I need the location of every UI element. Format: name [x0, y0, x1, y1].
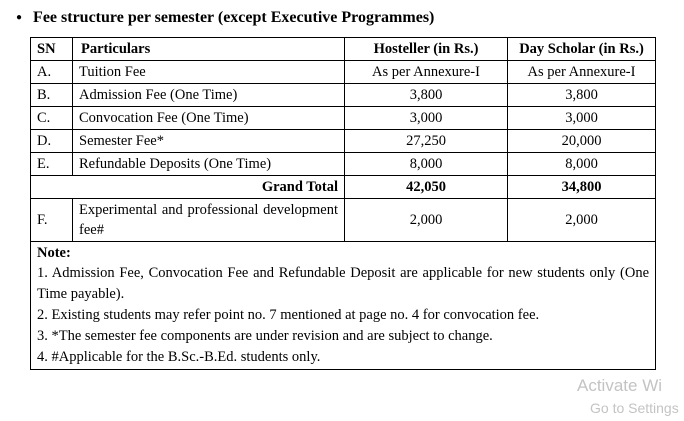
cell-hosteller: 2,000 [345, 199, 508, 242]
col-header-hosteller: Hosteller (in Rs.) [345, 38, 508, 61]
note-label: Note: [37, 245, 71, 261]
table-row [31, 84, 656, 107]
col-header-sn: SN [31, 38, 73, 61]
cell-sn: D. [31, 130, 73, 153]
go-to-settings-text: Go to Settings [590, 400, 679, 416]
cell-particulars: Experimental and professional development fee# [73, 199, 345, 242]
table-row-f [31, 199, 656, 242]
grand-total-row [31, 176, 656, 199]
activate-windows-text: Activate Wi [577, 376, 663, 395]
cell-particulars: Convocation Fee (One Time) [73, 107, 345, 130]
cell-particulars: Admission Fee (One Time) [73, 84, 345, 107]
windows-activation-watermark [577, 376, 684, 416]
col-header-day-scholar: Day Scholar (in Rs.) [508, 38, 656, 61]
grand-total-label: Grand Total [31, 176, 345, 199]
note-item: 2. Existing students may refer point no. 7 mentioned at page no. 4 for convocation fee. [37, 307, 540, 324]
cell-hosteller: 3,000 [345, 107, 508, 130]
cell-day-scholar: 3,000 [508, 107, 656, 130]
cell-sn: B. [31, 84, 73, 107]
note-item: 3. *The semester fee components are under revision and are subject to change. [37, 328, 493, 345]
cell-day-scholar: 3,800 [508, 84, 656, 107]
cell-particulars: Tuition Fee [73, 61, 345, 84]
cell-day-scholar: 2,000 [508, 199, 656, 242]
table-row [31, 107, 656, 130]
note-item: 1. Admission Fee, Convocation Fee and Refundable Deposit are applicable for new students only (One Time payable). [37, 265, 649, 303]
cell-day-scholar: As per Annexure-I [508, 61, 656, 84]
cell-particulars: Refundable Deposits (One Time) [73, 153, 345, 176]
cell-sn: E. [31, 153, 73, 176]
cell-hosteller: 27,250 [345, 130, 508, 153]
cell-day-scholar: 20,000 [508, 130, 656, 153]
bullet-icon: ● [16, 12, 23, 23]
table-row [31, 130, 656, 153]
cell-sn: A. [31, 61, 73, 84]
grand-total-hosteller: 42,050 [345, 176, 508, 199]
document-title-row [0, 0, 684, 27]
table-header-row [31, 38, 656, 61]
cell-hosteller: 8,000 [345, 153, 508, 176]
cell-particulars: Semester Fee* [73, 130, 345, 153]
note-item: 4. #Applicable for the B.Sc.-B.Ed. students only. [37, 349, 321, 366]
grand-total-day-scholar: 34,800 [508, 176, 656, 199]
col-header-particulars: Particulars [73, 38, 345, 61]
notes-cell [31, 242, 656, 370]
table-row [31, 153, 656, 176]
cell-sn: F. [31, 199, 73, 242]
fee-table [30, 37, 656, 370]
cell-hosteller: As per Annexure-I [345, 61, 508, 84]
cell-day-scholar: 8,000 [508, 153, 656, 176]
notes-row [31, 242, 656, 370]
cell-hosteller: 3,800 [345, 84, 508, 107]
table-row [31, 61, 656, 84]
page-title: Fee structure per semester (except Executive Programmes) [33, 9, 435, 26]
cell-sn: C. [31, 107, 73, 130]
